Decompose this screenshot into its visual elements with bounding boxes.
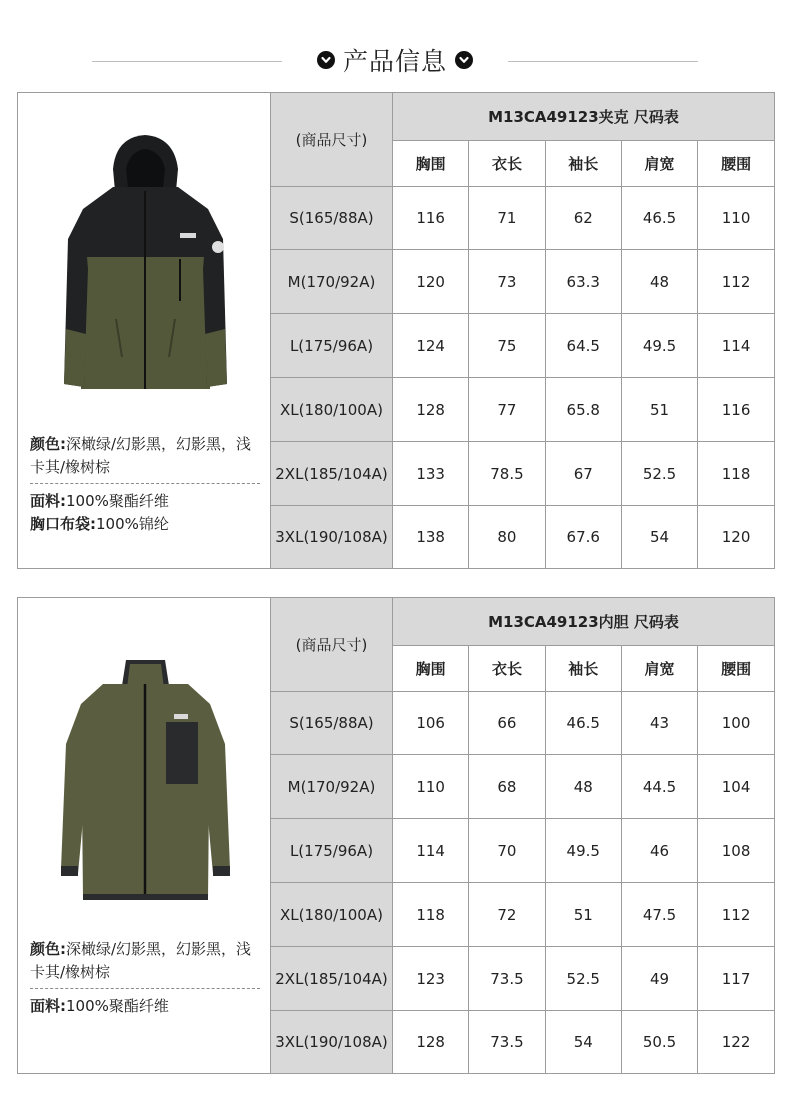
table-title-row	[271, 598, 775, 645]
liner-product-panel	[18, 598, 270, 1073]
table-row	[271, 819, 775, 883]
column-header: 袖长	[545, 140, 621, 186]
table-cell: 128	[393, 378, 469, 442]
table-cell: 116	[698, 378, 774, 442]
size-cell: S(165/88A)	[271, 691, 393, 755]
table-cell: 118	[698, 442, 774, 506]
size-cell: M(170/92A)	[271, 250, 393, 314]
jacket-size-block	[17, 92, 775, 569]
column-header: 胸围	[393, 645, 469, 691]
table-title: M13CA49123夹克 尺码表	[393, 93, 775, 140]
header-title: 产品信息	[342, 47, 447, 76]
table-cell: 116	[393, 186, 469, 250]
table-row	[271, 250, 775, 314]
table-cell: 62	[545, 186, 621, 250]
spec-divider	[30, 988, 260, 989]
size-cell: S(165/88A)	[271, 186, 393, 250]
table-row	[271, 442, 775, 506]
column-header: 肩宽	[621, 140, 697, 186]
table-cell: 133	[393, 442, 469, 506]
table-cell: 112	[698, 250, 774, 314]
section-header	[0, 40, 790, 80]
table-cell: 49.5	[545, 819, 621, 883]
color-value: 深橄绿/幻影黑，幻影黑，浅卡其/橡树棕	[30, 435, 252, 476]
table-cell: 46.5	[545, 691, 621, 755]
table-cell: 67.6	[545, 506, 621, 568]
table-cell: 73.5	[469, 1011, 545, 1073]
column-header: 胸围	[393, 140, 469, 186]
table-cell: 128	[393, 1011, 469, 1073]
table-cell: 68	[469, 755, 545, 819]
table-cell: 67	[545, 442, 621, 506]
table-cell: 52.5	[545, 947, 621, 1011]
size-cell: XL(180/100A)	[271, 378, 393, 442]
table-cell: 123	[393, 947, 469, 1011]
fleece-product-image	[58, 644, 233, 914]
table-cell: 110	[698, 186, 774, 250]
table-row	[271, 314, 775, 378]
table-cell: 54	[545, 1011, 621, 1073]
column-header: 腰围	[698, 140, 774, 186]
column-header: 衣长	[469, 645, 545, 691]
fabric-label: 面料:	[30, 492, 66, 510]
table-cell: 80	[469, 506, 545, 568]
table-cell: 48	[621, 250, 697, 314]
size-cell: L(175/96A)	[271, 819, 393, 883]
table-cell: 120	[698, 506, 774, 568]
table-cell: 104	[698, 755, 774, 819]
fabric-spec	[30, 490, 266, 513]
color-label: 颜色:	[30, 435, 66, 453]
size-cell: XL(180/100A)	[271, 883, 393, 947]
fabric-value: 100%聚酯纤维	[66, 492, 169, 510]
table-row	[271, 186, 775, 250]
table-cell: 118	[393, 883, 469, 947]
table-row	[271, 1011, 775, 1073]
size-cell: 2XL(185/104A)	[271, 947, 393, 1011]
table-cell: 138	[393, 506, 469, 568]
table-cell: 50.5	[621, 1011, 697, 1073]
table-cell: 122	[698, 1011, 774, 1073]
table-cell: 43	[621, 691, 697, 755]
header-divider-left	[92, 61, 282, 62]
table-cell: 65.8	[545, 378, 621, 442]
table-cell: 48	[545, 755, 621, 819]
size-cell: L(175/96A)	[271, 314, 393, 378]
pocket-spec	[30, 513, 266, 536]
size-header-cell: (商品尺寸)	[271, 93, 393, 186]
size-cell: 2XL(185/104A)	[271, 442, 393, 506]
jacket-product-panel	[18, 93, 270, 568]
table-cell: 44.5	[621, 755, 697, 819]
size-header-cell: (商品尺寸)	[271, 598, 393, 691]
table-cell: 46.5	[621, 186, 697, 250]
header-title-group	[300, 40, 490, 80]
table-cell: 114	[698, 314, 774, 378]
liner-size-table	[270, 598, 774, 1073]
table-cell: 64.5	[545, 314, 621, 378]
table-cell: 71	[469, 186, 545, 250]
header-divider-right	[508, 61, 698, 62]
table-cell: 51	[545, 883, 621, 947]
table-row	[271, 947, 775, 1011]
table-cell: 124	[393, 314, 469, 378]
table-cell: 52.5	[621, 442, 697, 506]
table-cell: 47.5	[621, 883, 697, 947]
fabric-value: 100%聚酯纤维	[66, 997, 169, 1015]
jacket-product-image	[58, 129, 233, 399]
liner-size-block	[17, 597, 775, 1074]
column-header: 腰围	[698, 645, 774, 691]
color-spec	[30, 433, 266, 479]
size-cell: 3XL(190/108A)	[271, 506, 393, 568]
table-cell: 72	[469, 883, 545, 947]
color-value: 深橄绿/幻影黑，幻影黑，浅卡其/橡树棕	[30, 940, 252, 981]
color-spec	[30, 938, 266, 984]
table-cell: 66	[469, 691, 545, 755]
fabric-spec	[30, 995, 266, 1018]
table-cell: 73.5	[469, 947, 545, 1011]
spec-divider	[30, 483, 260, 484]
table-cell: 49.5	[621, 314, 697, 378]
table-cell: 75	[469, 314, 545, 378]
table-cell: 120	[393, 250, 469, 314]
table-cell: 106	[393, 691, 469, 755]
chevron-down-icon	[455, 51, 473, 69]
table-title: M13CA49123内胆 尺码表	[393, 598, 775, 645]
color-label: 颜色:	[30, 940, 66, 958]
table-cell: 51	[621, 378, 697, 442]
table-cell: 54	[621, 506, 697, 568]
table-cell: 114	[393, 819, 469, 883]
table-cell: 112	[698, 883, 774, 947]
column-header: 袖长	[545, 645, 621, 691]
column-header: 肩宽	[621, 645, 697, 691]
size-cell: 3XL(190/108A)	[271, 1011, 393, 1073]
table-cell: 108	[698, 819, 774, 883]
pocket-value: 100%锦纶	[96, 515, 169, 533]
table-row	[271, 883, 775, 947]
column-header: 衣长	[469, 140, 545, 186]
table-cell: 110	[393, 755, 469, 819]
table-cell: 78.5	[469, 442, 545, 506]
table-cell: 46	[621, 819, 697, 883]
table-cell: 73	[469, 250, 545, 314]
table-row	[271, 506, 775, 568]
table-cell: 49	[621, 947, 697, 1011]
table-row	[271, 378, 775, 442]
pocket-label: 胸口布袋:	[30, 515, 96, 533]
jacket-size-table	[270, 93, 774, 568]
table-cell: 77	[469, 378, 545, 442]
table-cell: 70	[469, 819, 545, 883]
table-title-row	[271, 93, 775, 140]
table-row	[271, 691, 775, 755]
fabric-label: 面料:	[30, 997, 66, 1015]
table-cell: 100	[698, 691, 774, 755]
table-cell: 63.3	[545, 250, 621, 314]
table-row	[271, 755, 775, 819]
table-cell: 117	[698, 947, 774, 1011]
chevron-down-icon	[317, 51, 335, 69]
size-cell: M(170/92A)	[271, 755, 393, 819]
